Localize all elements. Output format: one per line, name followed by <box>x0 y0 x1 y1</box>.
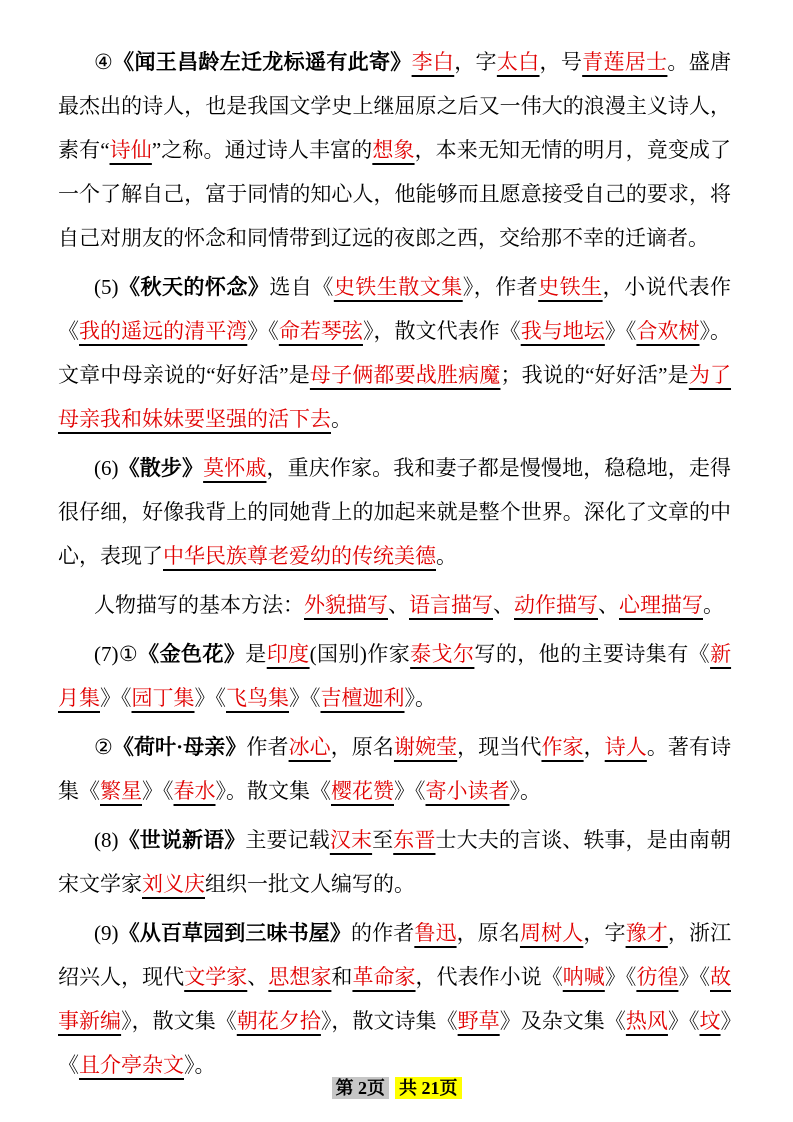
key-term: 太白 <box>496 50 540 74</box>
text-segment: 和 <box>331 965 353 989</box>
key-term: 东晋 <box>393 828 436 852</box>
text-segment: ，原名 <box>330 735 394 759</box>
paragraph <box>58 265 731 441</box>
text-segment: 士大夫的言谈、轶事，是由南朝宋文学家 <box>58 828 732 896</box>
text-segment: 》《 <box>667 1009 700 1033</box>
key-term: 汉末 <box>329 828 373 852</box>
text-segment: (5) <box>94 275 119 299</box>
key-term: 朝花夕拾 <box>236 1009 321 1033</box>
key-term: 彷徨 <box>636 965 679 989</box>
key-term: 诗人 <box>604 735 647 759</box>
key-term: 吉檀迦利 <box>320 686 405 710</box>
key-term: 繁星 <box>100 779 142 803</box>
text-segment: ， <box>583 735 605 759</box>
work-title: 《世说新语》 <box>118 828 246 852</box>
key-term: 刘义庆 <box>142 872 205 896</box>
text-segment: 主要记载 <box>245 828 330 852</box>
text-segment: (6) <box>94 456 119 480</box>
paragraph <box>58 818 731 906</box>
text-segment: 是 <box>245 642 267 666</box>
text-segment: 至 <box>372 828 394 852</box>
notes-body <box>58 40 731 1092</box>
key-term: 热风 <box>625 1009 668 1033</box>
paragraph <box>58 583 731 627</box>
key-term: 呐喊 <box>562 965 605 989</box>
text-segment: 》及杂文集《 <box>499 1009 626 1033</box>
text-segment: 》，散文代表作《 <box>362 319 521 343</box>
key-term: 外貌描写 <box>304 593 388 617</box>
key-term: 为了母亲我和妹妹要坚强的活下去 <box>58 363 732 431</box>
text-segment: 、 <box>247 965 269 989</box>
key-term: 豫才 <box>625 921 668 945</box>
key-term: 心理描写 <box>619 593 703 617</box>
work-title: 《金色花》 <box>138 642 246 666</box>
key-term: 飞鸟集 <box>226 686 289 710</box>
text-segment: ”之称。通过诗人丰富的 <box>151 138 373 162</box>
text-segment: (7)① <box>94 642 139 666</box>
text-segment: 。 <box>331 407 352 431</box>
text-segment: 》《 <box>604 965 637 989</box>
text-segment: 、 <box>598 593 619 617</box>
key-term: 我的遥远的清平湾 <box>79 319 248 343</box>
key-term: 青莲居士 <box>582 50 668 74</box>
text-segment: ，字 <box>454 50 497 74</box>
page-footer <box>0 1076 793 1100</box>
text-segment: ，字 <box>583 921 626 945</box>
text-segment: ，重庆作家。我和妻子都是慢慢地，稳稳地，走得很仔细，好像我背上的同她背上的加起来就是整个世界。深化了文章的中心，表现了 <box>58 456 732 568</box>
key-term: 思想家 <box>268 965 332 989</box>
text-segment: 。著有诗集《 <box>58 735 732 803</box>
key-term: 李白 <box>411 50 455 74</box>
text-segment: 》《 <box>58 1009 732 1077</box>
text-segment: 选自《 <box>269 275 334 299</box>
text-segment: ；我说的“好好活”是 <box>500 363 689 387</box>
key-term: 樱花赞 <box>331 779 394 803</box>
key-term: 作家 <box>541 735 584 759</box>
key-term: 莫怀戚 <box>203 456 267 480</box>
text-segment: ，小说代表作《 <box>58 275 732 343</box>
work-title: 《荷叶·母亲》 <box>112 735 247 759</box>
key-term: 新月集 <box>58 642 732 710</box>
key-term: 史铁生 <box>538 275 603 299</box>
text-segment: 》，作者 <box>462 275 539 299</box>
work-title: 《从百草园到三味书屋》 <box>118 921 351 945</box>
text-segment: 写的，他的主要诗集有《 <box>474 642 711 666</box>
text-segment: 》，散文集《 <box>121 1009 237 1033</box>
paragraph <box>58 911 731 1087</box>
key-term: 革命家 <box>352 965 416 989</box>
text-segment: 》《 <box>289 686 321 710</box>
text-segment: (8) <box>94 828 119 852</box>
text-segment: ，现当代 <box>457 735 542 759</box>
text-segment: 》《 <box>394 779 426 803</box>
paragraph <box>58 446 731 578</box>
key-term: 周树人 <box>519 921 584 945</box>
text-segment: 》《 <box>604 319 637 343</box>
work-title: 《闻王昌龄左迁龙标遥有此寄》 <box>113 50 412 74</box>
text-segment: ④ <box>94 50 114 74</box>
key-term: 我与地坛 <box>520 319 605 343</box>
key-term: 想象 <box>372 138 415 162</box>
text-segment: 》《 <box>100 686 132 710</box>
text-segment: 》。 <box>404 686 436 710</box>
text-segment: 》，散文诗集《 <box>320 1009 458 1033</box>
text-segment: 》。 <box>184 1053 216 1077</box>
text-segment: 》。散文集《 <box>215 779 331 803</box>
key-term: 诗仙 <box>109 138 152 162</box>
text-segment: ② <box>94 735 113 759</box>
text-segment: 。 <box>436 544 457 568</box>
key-term: 泰戈尔 <box>410 642 475 666</box>
total-pages-label: 共 21页 <box>395 1077 462 1099</box>
key-term: 春水 <box>173 779 216 803</box>
key-term: 谢婉莹 <box>393 735 458 759</box>
text-segment: 人物描写的基本方法： <box>94 593 304 617</box>
key-term: 野草 <box>457 1009 500 1033</box>
text-segment: (9) <box>94 921 119 945</box>
text-segment: ，号 <box>539 50 583 74</box>
text-segment: 》《 <box>194 686 226 710</box>
key-term: 命若琴弦 <box>278 319 363 343</box>
key-term: 且介亭杂文 <box>79 1053 184 1077</box>
text-segment: 组织一批文人编写的。 <box>205 872 415 896</box>
key-term: 合欢树 <box>636 319 700 343</box>
key-term: 冰心 <box>288 735 331 759</box>
text-segment: ，本来无知无情的明月，竟变成了一个了解自己，富于同情的知心人，他能够而且愿意接受自己的要求，将自己对朋友的怀念和同情带到辽远的夜郎之西，交给那不幸的迁谪者。 <box>58 138 732 250</box>
text-segment: 》。 <box>509 779 541 803</box>
work-title: 《秋天的怀念》 <box>118 275 270 299</box>
key-term: 动作描写 <box>514 593 598 617</box>
work-title: 《散步》 <box>118 456 204 480</box>
text-segment: 》《 <box>678 965 710 989</box>
text-segment: ，浙江绍兴人，现代 <box>58 921 732 989</box>
key-term: 鲁迅 <box>414 921 457 945</box>
key-term: 寄小读者 <box>425 779 510 803</box>
text-segment: 》《 <box>142 779 174 803</box>
text-segment: 、 <box>493 593 514 617</box>
key-term: 语言描写 <box>409 593 493 617</box>
paragraph <box>58 632 731 720</box>
key-term: 文学家 <box>184 965 248 989</box>
key-term: 母子俩都要战胜病魔 <box>309 363 501 387</box>
key-term: 坟 <box>699 1009 721 1033</box>
text-segment: ，代表作小说《 <box>415 965 563 989</box>
text-segment: 。 <box>703 593 724 617</box>
text-segment: 》。文章中母亲说的“好好活”是 <box>58 319 732 387</box>
page-number-label: 第 2页 <box>332 1077 390 1099</box>
key-term: 园丁集 <box>131 686 195 710</box>
key-term: 史铁生散文集 <box>333 275 463 299</box>
key-term: 中华民族尊老爱幼的传统美德 <box>163 544 436 568</box>
text-segment: (国别)作家 <box>309 642 411 666</box>
text-segment: 作者 <box>246 735 289 759</box>
key-term: 故事新编 <box>58 965 731 1033</box>
text-segment: 》《 <box>247 319 279 343</box>
text-segment: 。盛唐最杰出的诗人，也是我国文学史上继屈原之后又一伟大的浪漫主义诗人，素有“ <box>58 50 732 162</box>
paragraph <box>58 40 731 260</box>
text-segment: ，原名 <box>456 921 520 945</box>
text-segment: 、 <box>388 593 409 617</box>
key-term: 印度 <box>266 642 310 666</box>
paragraph <box>58 725 731 813</box>
text-segment: 的作者 <box>350 921 415 945</box>
